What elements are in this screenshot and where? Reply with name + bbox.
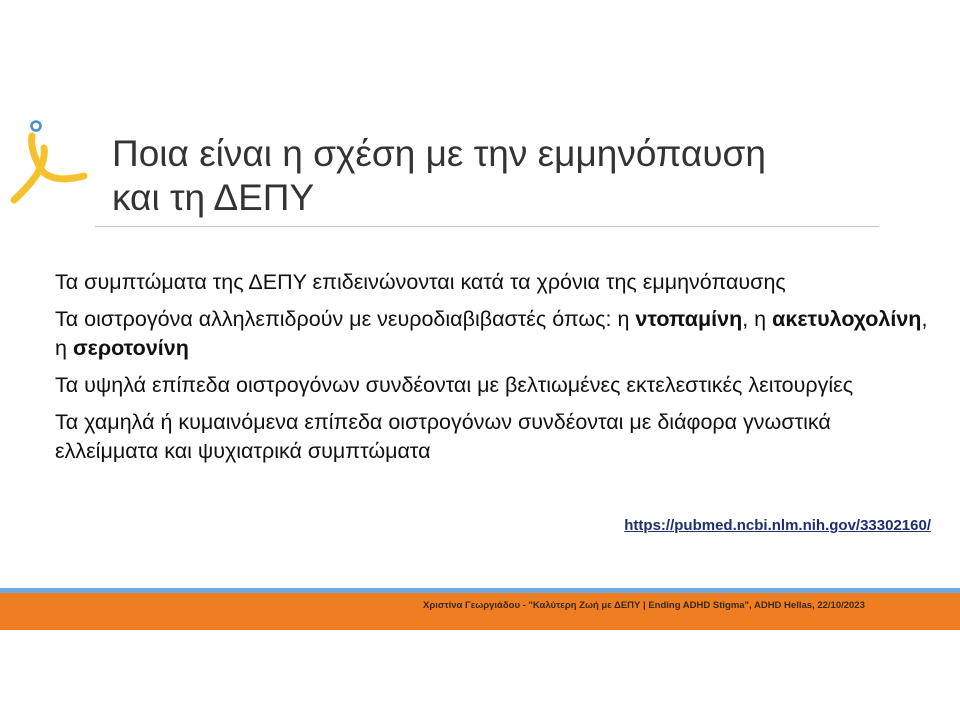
slide-title (112, 132, 902, 220)
title-divider (95, 226, 879, 227)
separator-text: , η (742, 307, 773, 331)
term-dopamine: ντοπαμίνη (635, 307, 743, 331)
slide-title-line-2: και τη ΔΕΠΥ (112, 177, 315, 218)
separator-text: , η (55, 307, 928, 360)
term-acetylcholine: ακετυλοχολίνη (772, 307, 922, 331)
yellow-ribbon-person-icon (10, 118, 90, 204)
slide-body (55, 268, 935, 474)
paragraph-high-estrogen: Τα υψηλά επίπεδα οιστρογόνων συνδέονται με βελτιωμένες εκτελεστικές λειτουργίες (55, 373, 854, 397)
paragraph-estrogen-neurotransmitters (55, 305, 935, 363)
footer-credit-text: Χριστίνα Γεωργιάδου - "Καλύτερη Ζωή με ΔΕΠΥ | Ending ADHD Stigma", ADHD Hellas, 22/10/2023 (423, 600, 865, 611)
paragraph-menopause-symptoms: Τα συμπτώματα της ΔΕΠΥ επιδεινώνονται κατά τα χρόνια της εμμηνόπαυσης (55, 270, 786, 294)
pubmed-reference-link[interactable]: https://pubmed.ncbi.nlm.nih.gov/33302160/ (624, 517, 931, 534)
paragraph-low-estrogen: Τα χαμηλά ή κυμαινόμενα επίπεδα οιστρογόνων συνδέονται με διάφορα γνωστικά ελλείμματα και ψυχιατρικά συμπτώματα (55, 410, 831, 463)
paragraph-text: Τα οιστρογόνα αλληλεπιδρούν με νευροδιαβιβαστές όπως: η (55, 307, 636, 331)
footer-bar (0, 593, 960, 630)
slide-title-line-1: Ποια είναι η σχέση με την εμμηνόπαυση (112, 133, 766, 174)
term-serotonin: σεροτονίνη (72, 336, 189, 360)
